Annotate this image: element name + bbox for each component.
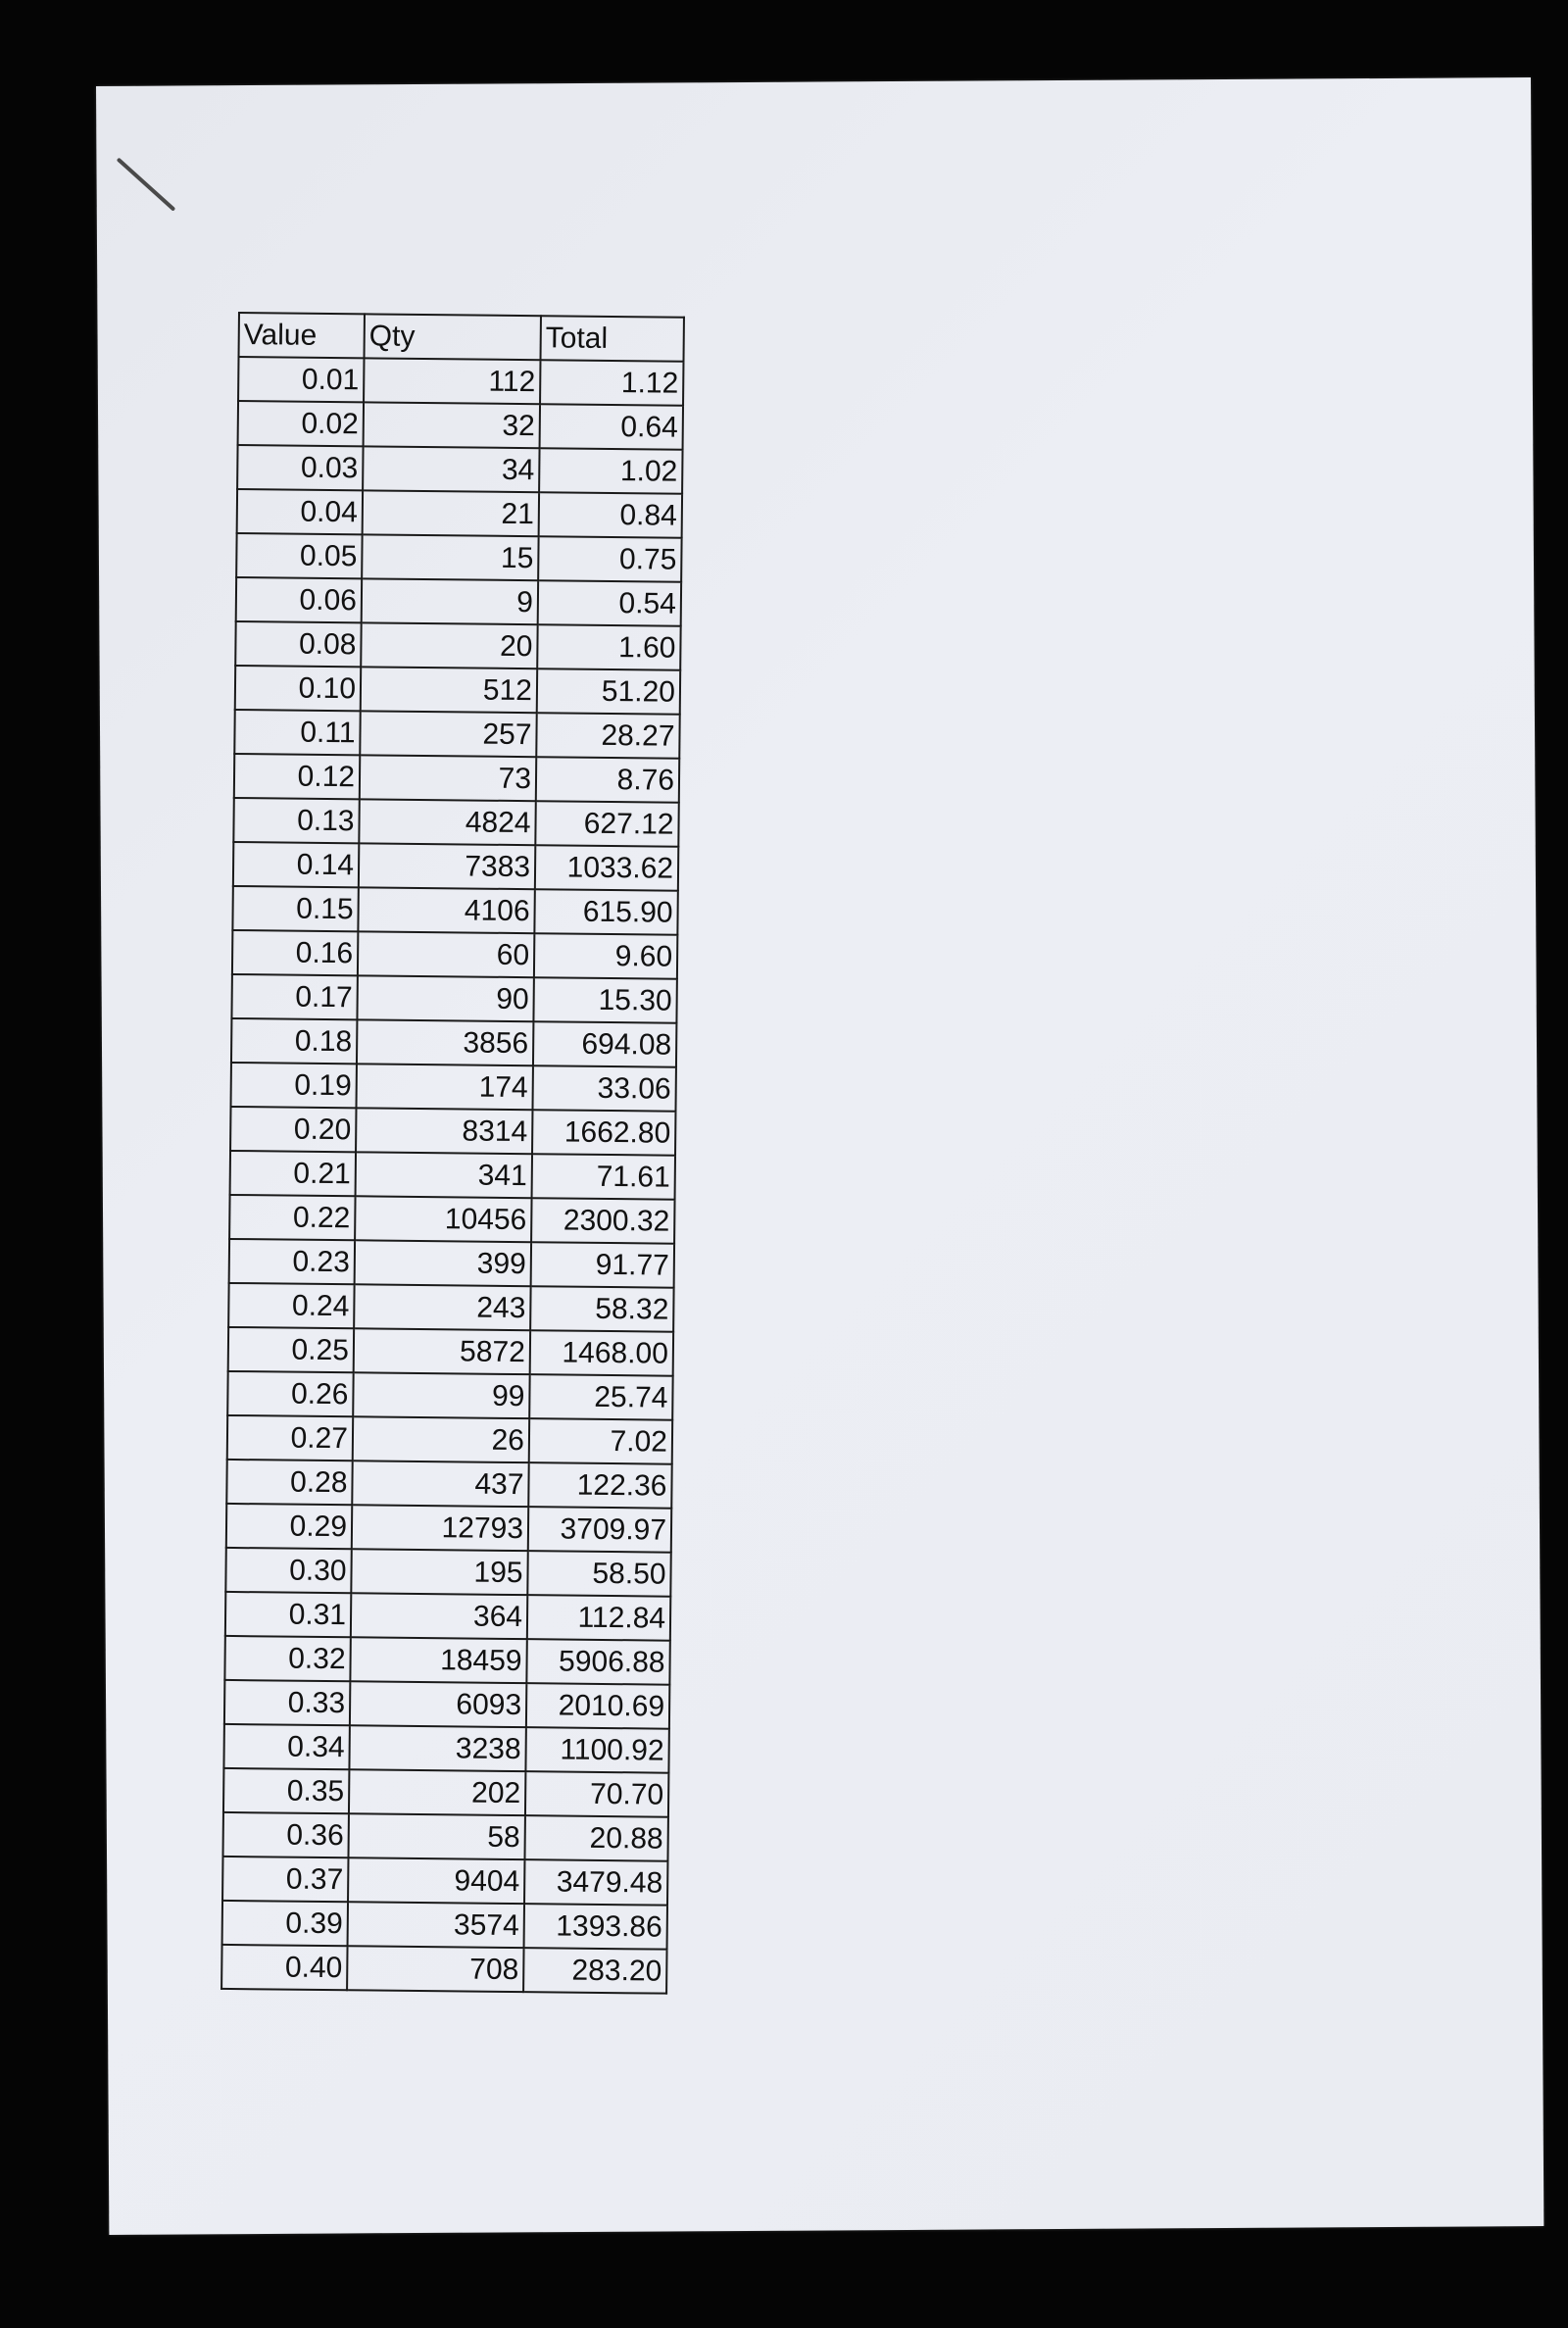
cell-qty: 4106 [358,887,534,933]
cell-total: 70.70 [525,1771,668,1817]
table-row [233,798,678,847]
cell-qty: 60 [358,931,534,977]
table-row [221,1945,666,1994]
cell-qty: 3574 [348,1902,524,1948]
cell-qty: 257 [360,711,536,757]
header-row [239,313,684,362]
cell-value: 0.39 [222,1901,348,1946]
table-row [222,1812,667,1861]
cell-value: 0.33 [224,1680,350,1725]
table-row [234,754,679,803]
cell-qty: 4824 [359,799,535,845]
table-row [227,1371,672,1420]
cell-total: 28.27 [536,713,679,759]
table-row [231,1018,676,1067]
table-row [233,842,678,891]
cell-total: 694.08 [533,1021,676,1067]
cell-qty: 399 [355,1240,531,1286]
cell-total: 1.12 [540,360,683,406]
cell-value: 0.36 [222,1812,348,1857]
cell-total: 58.32 [530,1286,673,1332]
cell-total: 9.60 [534,933,677,979]
table-row [235,666,680,715]
table-row [228,1327,673,1376]
table-row [222,1857,667,1906]
cell-total: 283.20 [523,1948,666,1994]
cell-qty: 32 [364,402,540,448]
cell-total: 0.84 [539,492,682,538]
cell-qty: 9 [362,578,538,624]
cell-value: 0.37 [222,1857,348,1902]
cell-qty: 3856 [357,1019,533,1065]
cell-value: 0.15 [232,886,358,931]
table-row [236,577,681,626]
cell-value: 0.22 [229,1195,355,1240]
table-row [232,886,677,935]
cell-total: 122.36 [528,1462,671,1509]
cell-qty: 12793 [352,1505,528,1551]
header-qty: Qty [365,314,541,360]
table-row [236,533,681,582]
cell-total: 1468.00 [530,1330,673,1376]
table-row [228,1283,673,1332]
header-value: Value [239,313,365,358]
cell-total: 71.61 [532,1154,675,1200]
table-body [221,357,683,1994]
cell-total: 615.90 [534,889,677,935]
cell-total: 1033.62 [535,845,678,891]
cell-value: 0.04 [237,489,363,534]
table-row [231,974,676,1023]
cell-qty: 202 [349,1769,525,1815]
cell-value: 0.40 [221,1945,347,1990]
cell-value: 0.01 [238,357,364,402]
cell-value: 0.14 [233,842,359,887]
cell-value: 0.08 [235,621,361,667]
cell-total: 91.77 [531,1242,674,1288]
cell-qty: 364 [351,1593,527,1639]
cell-value: 0.31 [225,1592,351,1637]
cell-total: 5906.88 [526,1639,669,1685]
cell-qty: 58 [348,1813,524,1859]
table-row [230,1151,675,1200]
cell-qty: 15 [362,534,538,580]
cell-total: 15.30 [533,977,676,1023]
cell-qty: 10456 [355,1196,531,1242]
table-row [224,1680,669,1729]
cell-total: 0.64 [540,404,683,450]
cell-total: 3709.97 [528,1507,671,1553]
cell-total: 2010.69 [526,1683,669,1729]
table-row [225,1592,670,1641]
cell-qty: 708 [347,1946,523,1992]
cell-total: 25.74 [529,1374,672,1420]
cell-total: 7.02 [529,1418,672,1464]
cell-value: 0.11 [234,710,360,755]
table-row [224,1636,669,1685]
cell-qty: 341 [356,1152,532,1198]
table-row [223,1768,668,1817]
cell-qty: 6093 [350,1681,526,1727]
cell-value: 0.18 [231,1018,357,1064]
cell-qty: 512 [361,667,537,713]
cell-value: 0.20 [230,1107,356,1152]
cell-total: 33.06 [532,1065,675,1112]
cell-value: 0.32 [224,1636,350,1681]
cell-value: 0.27 [227,1415,353,1461]
table-row [230,1107,675,1156]
cell-value: 0.29 [226,1504,352,1549]
cell-qty: 26 [353,1416,529,1462]
table-row [226,1460,671,1509]
cell-value: 0.21 [230,1151,356,1196]
cell-value: 0.12 [234,754,360,799]
table-row [237,445,682,494]
cell-qty: 8314 [356,1108,532,1154]
cell-qty: 9404 [348,1857,524,1904]
table-row [229,1239,674,1288]
cell-value: 0.19 [231,1063,357,1108]
table-row [223,1724,668,1773]
cell-total: 0.54 [538,580,681,626]
table-row [229,1195,674,1244]
cell-total: 1.02 [539,448,682,494]
cell-value: 0.23 [229,1239,355,1284]
cell-value: 0.16 [232,930,358,975]
table-row [238,401,683,450]
cell-total: 627.12 [535,801,678,847]
cell-value: 0.03 [237,445,363,490]
cell-value: 0.34 [223,1724,349,1769]
table-row [234,710,679,759]
cell-qty: 73 [360,755,536,801]
cell-value: 0.28 [226,1460,352,1505]
cell-qty: 34 [363,446,539,492]
cell-qty: 112 [364,358,540,404]
table-row [222,1901,667,1950]
table-row [238,357,683,406]
cell-qty: 437 [352,1461,528,1507]
cell-qty: 3238 [349,1725,525,1771]
cell-value: 0.10 [235,666,361,711]
cell-qty: 174 [357,1064,533,1110]
cell-qty: 18459 [350,1637,526,1683]
cell-total: 3479.48 [524,1859,667,1906]
cell-value: 0.30 [225,1548,351,1593]
cell-total: 51.20 [537,669,680,715]
cell-total: 1.60 [537,624,680,670]
header-total: Total [541,316,684,362]
cell-total: 0.75 [538,536,681,582]
cell-total: 1393.86 [524,1904,667,1950]
cell-qty: 195 [351,1549,527,1595]
cell-qty: 243 [354,1284,530,1330]
cell-value: 0.26 [227,1371,353,1416]
cell-qty: 7383 [359,843,535,889]
table-row [237,489,682,538]
cell-value: 0.02 [238,401,364,446]
table-row [226,1504,671,1553]
cell-total: 1662.80 [532,1110,675,1156]
table-row [225,1548,670,1597]
cell-value: 0.24 [228,1283,354,1328]
cell-value: 0.35 [223,1768,349,1813]
cell-value: 0.06 [236,577,362,622]
cell-total: 8.76 [536,757,679,803]
cell-total: 1100.92 [525,1727,668,1773]
table-row [227,1415,672,1464]
cell-total: 20.88 [524,1815,667,1861]
cell-qty: 21 [363,490,539,536]
table-row [231,1063,676,1112]
cell-qty: 5872 [354,1328,530,1374]
cell-total: 112.84 [527,1595,670,1641]
table-row [235,621,680,670]
cell-value: 0.25 [228,1327,354,1372]
cell-value: 0.13 [233,798,359,843]
cell-value: 0.17 [231,974,357,1019]
cell-total: 2300.32 [531,1198,674,1244]
cell-value: 0.05 [236,533,362,578]
cell-total: 58.50 [527,1551,670,1597]
data-table [220,312,685,1995]
cell-qty: 99 [353,1372,529,1418]
table-row [232,930,677,979]
cell-qty: 90 [357,975,533,1021]
cell-qty: 20 [361,622,537,669]
